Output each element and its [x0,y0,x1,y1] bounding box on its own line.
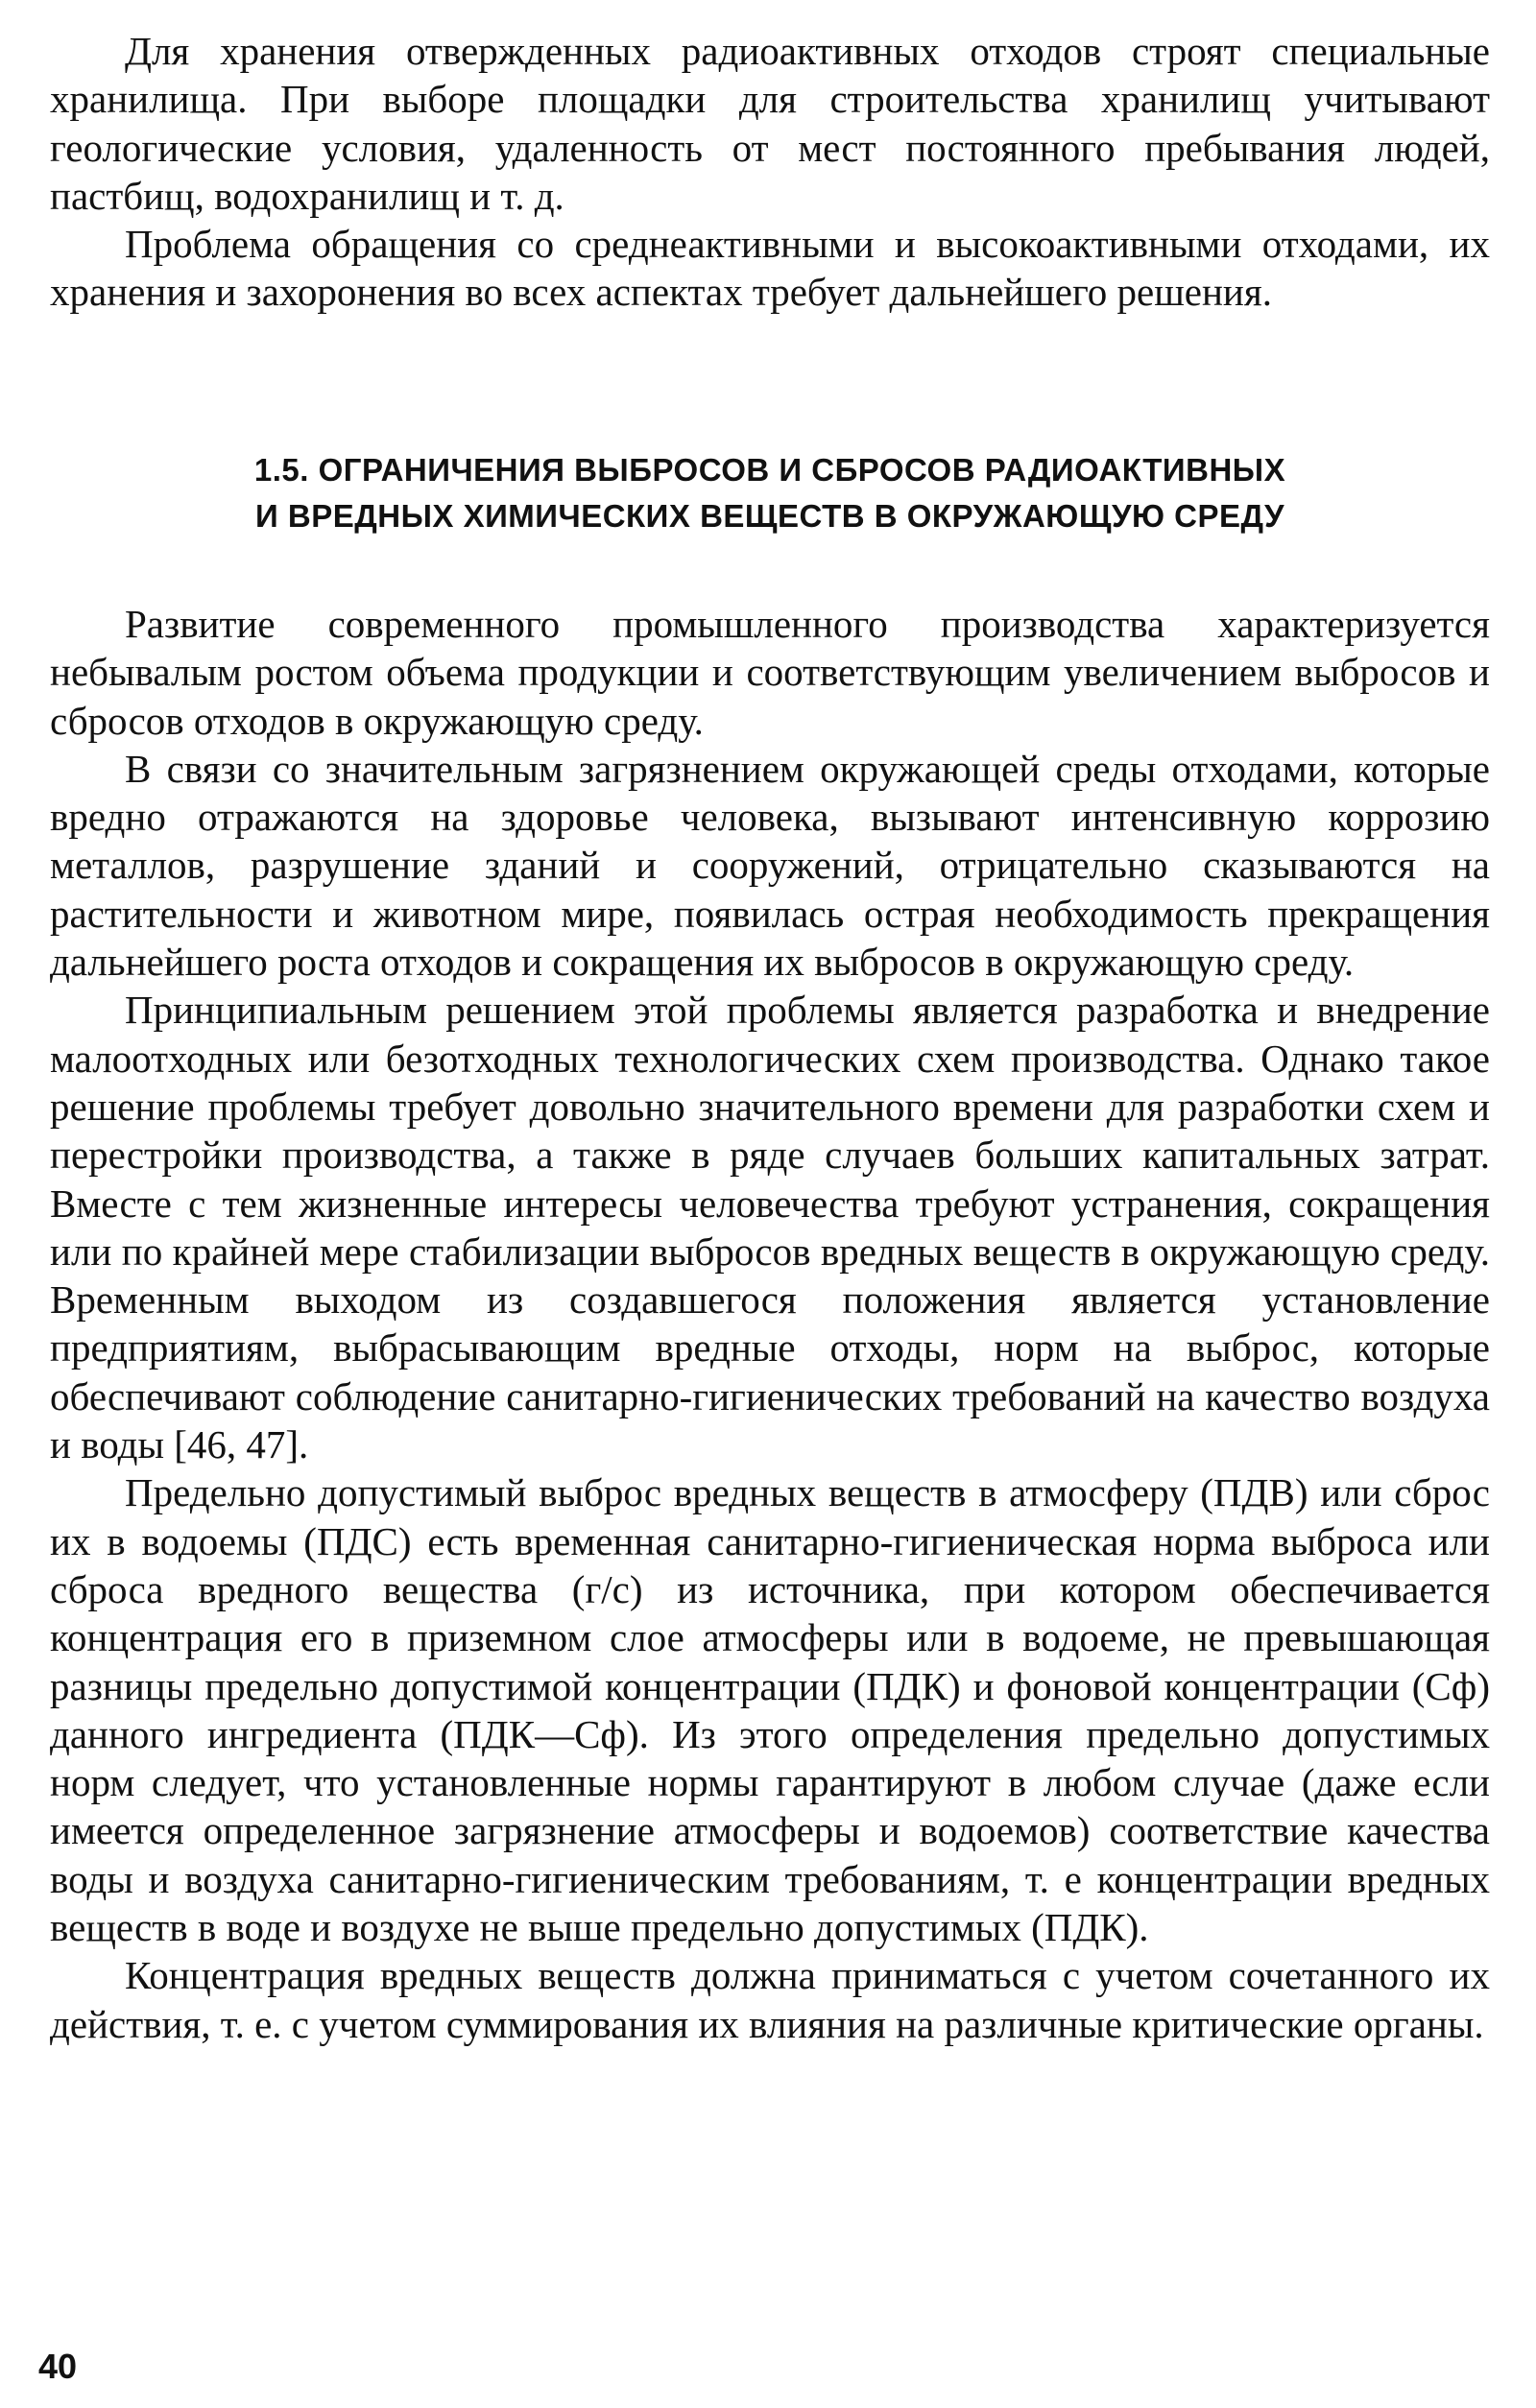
section-top-text [50,27,1490,317]
section-heading [50,447,1490,539]
section-main-text [50,600,1490,2048]
paragraph-development: Развитие современного промышленного производства характеризуется небывалым ростом объема продукции и соответствующим увеличением выбросов и сбросов отходов в окружающую среду. [50,602,1490,743]
paragraph-pdv-definition: Предельно допустимый выброс вредных веществ в атмосферу (ПДВ) или сброс их в водоемы (ПДС) есть временная санитарно-гигиеническая норма выброса или сброса вредного вещества (г/с) из источника, при котором обеспечивается концентрация его в приземном слое атмосферы или в водоеме, не превышающая разницы предельно допустимой концентрации (ПДК) и фоновой концентрации (Сф) данного ингредиента (ПДК—Сф). Из этого определения предельно допустимых норм следует, что установленные нормы гарантируют в любом случае (даже если имеется определенное загрязнение атмосферы и водоемов) соответствие качества воды и воздуха санитарно-гигиеническим требованиям, т. е концентрации вредных веществ в воде и воздухе не выше предельно допустимых (ПДК). [50,1470,1490,1950]
paragraph-problem: Проблема обращения со среднеактивными и высокоактивными отходами, их хранения и захоронения во всех аспектах требует дальнейшего решения. [50,222,1490,315]
page-number: 40 [38,2347,78,2386]
paragraph-solution: Принципиальным решением этой проблемы является разработка и внедрение малоотходных или безотходных технологических схем производства. Однако такое решение проблемы требует довольно значительного времени для разработки схем и перестройки производства, а также в ряде случаев больших капитальных затрат. Вместе с тем жизненные интересы человечества требуют устранения, сокращения или по крайней мере стабилизации выбросов вредных веществ в окружающую среду. Временным выходом из создавшегося положения является установление предприятиям, выбрасывающим вредные отходы, норм на выброс, которые обеспечивают соблюдение санитарно-гигиенических требований на качество воздуха и воды [46, 47]. [50,988,1490,1467]
section-heading-line-2: И ВРЕДНЫХ ХИМИЧЕСКИХ ВЕЩЕСТВ В ОКРУЖАЮЩУЮ СРЕДУ [255,498,1284,534]
paragraph-concentration: Концентрация вредных веществ должна приниматься с учетом сочетанного их действия, т. е. с учетом суммирования их влияния на различные критические органы. [50,1953,1490,2046]
paragraph-storage: Для хранения отвержденных радиоактивных отходов строят специальные хранилища. При выборе площадки для строительства хранилищ учитывают геологические условия, удаленность от мест постоянного пребывания людей, пастбищ, водохранилищ и т. д. [50,29,1490,218]
paragraph-pollution: В связи со значительным загрязнением окружающей среды отходами, которые вредно отражаются на здоровье человека, вызывают интенсивную коррозию металлов, разрушение зданий и сооружений, отрицательно сказываются на растительности и животном мире, появилась острая необходимость прекращения дальнейшего роста отходов и сокращения их выбросов в окружающую среду. [50,746,1490,985]
section-heading-line-1: 1.5. ОГРАНИЧЕНИЯ ВЫБРОСОВ И СБРОСОВ РАДИОАКТИВНЫХ [253,452,1286,488]
